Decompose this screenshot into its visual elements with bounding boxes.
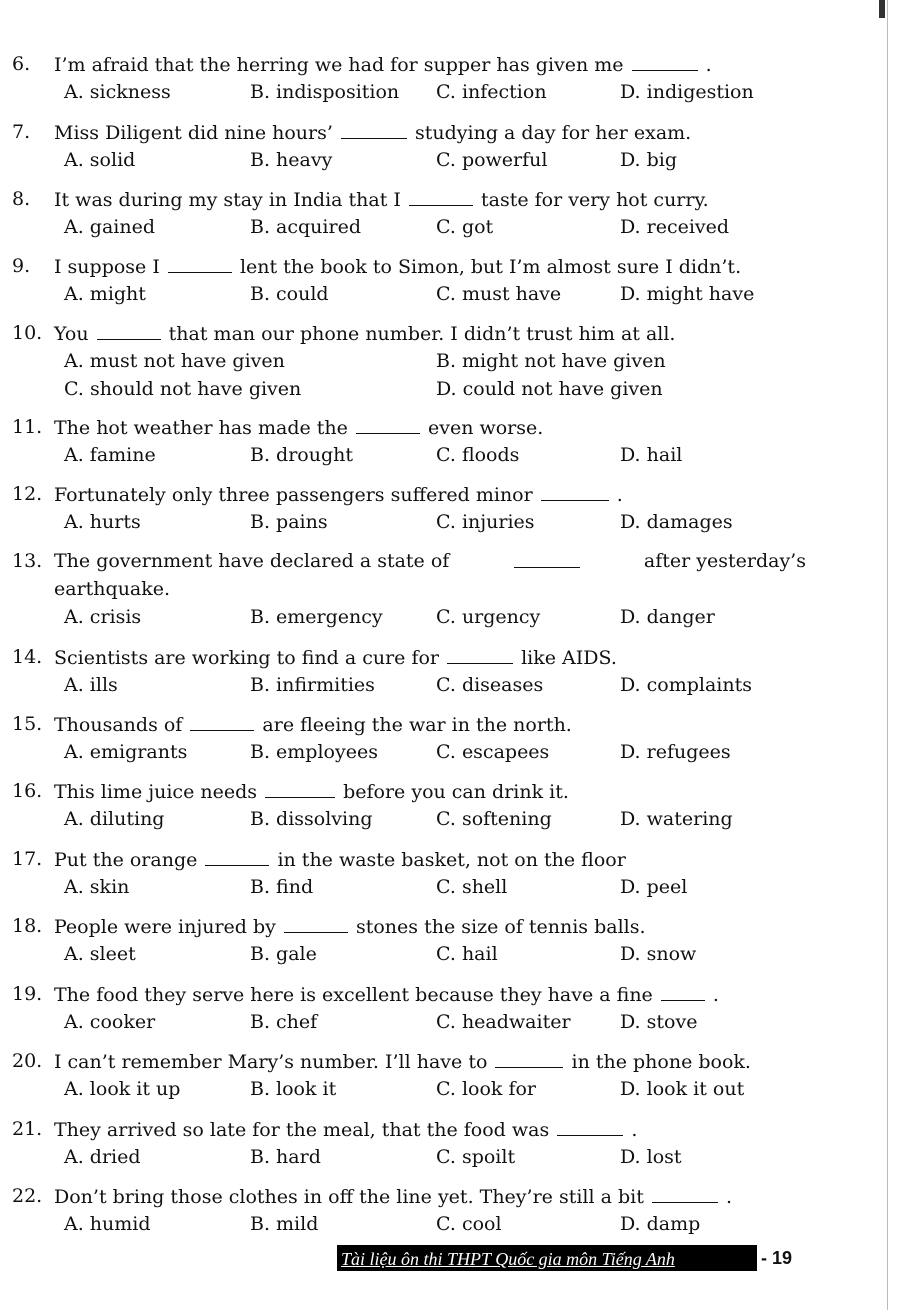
- question-item: [0, 547, 880, 631]
- question-number: 21.: [12, 1118, 43, 1140]
- question-item: [0, 319, 880, 403]
- answer-option[interactable]: C. got: [436, 216, 494, 238]
- question-stem-end: in the phone book.: [571, 1051, 751, 1073]
- options-row: [0, 78, 880, 106]
- answer-option[interactable]: B. might not have given: [436, 350, 666, 372]
- question-stem-end: in the waste basket, not on the floor: [277, 849, 626, 871]
- question-text: [54, 50, 880, 79]
- question-number: 17.: [12, 848, 43, 870]
- options-row: [0, 1008, 880, 1036]
- answer-option[interactable]: B. emergency: [250, 606, 383, 628]
- answer-option[interactable]: D. peel: [620, 876, 688, 898]
- question-number: 20.: [12, 1050, 43, 1072]
- question-stem: Thousands of: [54, 714, 183, 736]
- question-item: [0, 480, 880, 536]
- answer-blank: [632, 50, 698, 71]
- answer-blank: [495, 1047, 563, 1068]
- answer-option[interactable]: B. employees: [250, 741, 378, 763]
- options-row: [0, 873, 880, 901]
- question-stem-end: .: [631, 1119, 638, 1141]
- question-line: [0, 1047, 880, 1075]
- question-line: [0, 710, 880, 738]
- question-line: [0, 643, 880, 671]
- question-stem: I suppose I: [54, 256, 160, 278]
- question-item: [0, 710, 880, 766]
- options-row: [0, 805, 880, 833]
- question-number: 18.: [12, 915, 43, 937]
- answer-option[interactable]: C. hail: [436, 943, 498, 965]
- question-continuation: earthquake.: [54, 578, 171, 600]
- question-text: [54, 185, 880, 214]
- answer-option[interactable]: D. look it out: [620, 1078, 745, 1100]
- answer-blank: [284, 912, 348, 933]
- answer-option[interactable]: B. could: [250, 283, 329, 305]
- question-line: [0, 1115, 880, 1143]
- question-item: [0, 912, 880, 968]
- page-edge-mark: [879, 0, 885, 18]
- answer-option[interactable]: C. headwaiter: [436, 1011, 571, 1033]
- answer-blank: [557, 1115, 623, 1136]
- answer-blank: [97, 319, 161, 340]
- answer-option[interactable]: A. solid: [64, 149, 136, 171]
- question-text: [54, 1115, 880, 1144]
- question-text: [54, 1047, 880, 1076]
- question-line: [0, 912, 880, 940]
- question-line: [0, 480, 880, 508]
- answer-option[interactable]: A. sleet: [64, 943, 136, 965]
- question-item: [0, 1115, 880, 1171]
- answer-blank: [661, 980, 705, 1001]
- question-item: [0, 50, 880, 106]
- question-line: [0, 118, 880, 146]
- options-row: [0, 603, 880, 631]
- question-item: [0, 777, 880, 833]
- question-stem-end: that man our phone number. I didn’t trust him at all.: [168, 323, 676, 345]
- question-text: [54, 480, 880, 509]
- question-text: [54, 912, 880, 941]
- answer-option[interactable]: C. look for: [436, 1078, 537, 1100]
- question-text: [54, 1182, 880, 1211]
- answer-option[interactable]: D. could not have given: [436, 378, 663, 400]
- question-line: [0, 319, 880, 347]
- question-line: [0, 50, 880, 78]
- question-line: [0, 777, 880, 805]
- answer-option[interactable]: C. escapees: [436, 741, 550, 763]
- answer-option[interactable]: C. should not have given: [64, 378, 302, 400]
- question-number: 8.: [12, 188, 31, 210]
- answer-option[interactable]: C. injuries: [436, 511, 535, 533]
- question-stem: The food they serve here is excellent because they have a fine: [54, 984, 653, 1006]
- question-stem-end: even worse.: [427, 417, 544, 439]
- question-stem: It was during my stay in India that I: [54, 189, 401, 211]
- options-row: [0, 738, 880, 766]
- options-row: [0, 1210, 880, 1238]
- question-item: [0, 980, 880, 1036]
- answer-option[interactable]: A. must not have given: [64, 350, 285, 372]
- options-row: [0, 940, 880, 968]
- answer-blank: [265, 777, 335, 798]
- options-row: [0, 671, 880, 699]
- question-line: [0, 413, 880, 441]
- question-stem: They arrived so late for the meal, that the food was: [54, 1119, 550, 1141]
- page-edge-line: [887, 0, 888, 1310]
- question-stem-end: before you can drink it.: [343, 781, 569, 803]
- question-text: [54, 777, 880, 806]
- options-row: [0, 213, 880, 241]
- question-number: 22.: [12, 1185, 43, 1207]
- answer-option[interactable]: B. chef: [250, 1011, 318, 1033]
- question-stem: Put the orange: [54, 849, 198, 871]
- answer-blank: [514, 547, 580, 568]
- answer-option[interactable]: D. stove: [620, 1011, 698, 1033]
- options-row: [0, 441, 880, 469]
- page-footer: [337, 1243, 792, 1273]
- answer-option[interactable]: B. infirmities: [250, 674, 375, 696]
- answer-option[interactable]: D. received: [620, 216, 730, 238]
- answer-option[interactable]: D. refugees: [620, 741, 731, 763]
- question-stem-end: .: [705, 54, 712, 76]
- answer-option[interactable]: B. acquired: [250, 216, 361, 238]
- question-stem: People were injured by: [54, 916, 276, 938]
- question-line: [0, 980, 880, 1008]
- answer-option[interactable]: A. humid: [64, 1213, 151, 1235]
- answer-blank: [652, 1182, 718, 1203]
- question-stem-end: .: [725, 1186, 732, 1208]
- answer-blank: [447, 643, 513, 664]
- question-stem-end: stones the size of tennis balls.: [355, 916, 646, 938]
- answer-option[interactable]: B. mild: [250, 1213, 319, 1235]
- question-text: [54, 980, 880, 1009]
- question-line: [0, 845, 880, 873]
- answer-option[interactable]: A. gained: [64, 216, 156, 238]
- answer-option[interactable]: D. watering: [620, 808, 733, 830]
- question-text: [54, 118, 880, 147]
- question-stem-end: studying a day for her exam.: [415, 122, 692, 144]
- question-number: 12.: [12, 483, 43, 505]
- answer-option[interactable]: A. cooker: [64, 1011, 156, 1033]
- question-stem: Fortunately only three passengers suffered minor: [54, 484, 533, 506]
- question-continuation-line: [0, 575, 880, 603]
- question-stem-end: .: [712, 984, 719, 1006]
- question-item: [0, 185, 880, 241]
- answer-option[interactable]: A. look it up: [64, 1078, 181, 1100]
- options-row: [0, 347, 880, 375]
- question-number: 10.: [12, 322, 43, 344]
- question-stem: I’m afraid that the herring we had for supper has given me: [54, 54, 624, 76]
- answer-option[interactable]: B. hard: [250, 1146, 321, 1168]
- answer-option[interactable]: D. lost: [620, 1146, 682, 1168]
- question-text: [54, 845, 880, 874]
- question-stem: Don’t bring those clothes in off the line yet. They’re still a bit: [54, 1186, 644, 1208]
- question-text: [54, 319, 880, 348]
- question-stem-end: .: [616, 484, 623, 506]
- answer-option[interactable]: C. infection: [436, 81, 547, 103]
- answer-option[interactable]: A. sickness: [64, 81, 171, 103]
- answer-option[interactable]: C. urgency: [436, 606, 541, 628]
- answer-option[interactable]: B. dissolving: [250, 808, 373, 830]
- question-number: 15.: [12, 713, 43, 735]
- answer-option[interactable]: A. famine: [64, 444, 156, 466]
- answer-option[interactable]: C. diseases: [436, 674, 544, 696]
- answer-blank: [341, 118, 407, 139]
- answer-option[interactable]: B. indisposition: [250, 81, 400, 103]
- answer-option[interactable]: A. hurts: [64, 511, 141, 533]
- answer-option[interactable]: B. find: [250, 876, 314, 898]
- answer-option[interactable]: B. gale: [250, 943, 317, 965]
- answer-option[interactable]: A. emigrants: [64, 741, 188, 763]
- options-row: [0, 508, 880, 536]
- page-number: - 19: [761, 1247, 793, 1268]
- question-stem: Miss Diligent did nine hours’: [54, 122, 333, 144]
- answer-option[interactable]: A. skin: [64, 876, 130, 898]
- answer-option[interactable]: D. big: [620, 149, 678, 171]
- answer-option[interactable]: D. indigestion: [620, 81, 754, 103]
- question-number: 16.: [12, 780, 43, 802]
- question-line: [0, 185, 880, 213]
- options-row: [0, 280, 880, 308]
- answer-option[interactable]: B. look it: [250, 1078, 337, 1100]
- answer-option[interactable]: C. shell: [436, 876, 508, 898]
- question-line: [0, 252, 880, 280]
- answer-option[interactable]: D. damages: [620, 511, 733, 533]
- answer-option[interactable]: D. might have: [620, 283, 755, 305]
- question-item: [0, 1047, 880, 1103]
- options-row: [0, 146, 880, 174]
- question-item: [0, 845, 880, 901]
- answer-blank: [190, 710, 254, 731]
- answer-option[interactable]: A. ills: [64, 674, 118, 696]
- answer-option[interactable]: B. drought: [250, 444, 353, 466]
- question-number: 11.: [12, 416, 43, 438]
- answer-option[interactable]: D. complaints: [620, 674, 752, 696]
- question-text: [54, 252, 880, 281]
- question-stem: The hot weather has made the: [54, 417, 348, 439]
- question-line: [0, 547, 880, 575]
- answer-option[interactable]: D. danger: [620, 606, 715, 628]
- question-item: [0, 413, 880, 469]
- question-text: [54, 413, 880, 442]
- question-item: [0, 643, 880, 699]
- question-text: [54, 710, 880, 739]
- answer-option[interactable]: C. spoilt: [436, 1146, 516, 1168]
- question-item: [0, 1182, 880, 1238]
- answer-blank: [541, 480, 609, 501]
- answer-option[interactable]: C. powerful: [436, 149, 548, 171]
- answer-blank: [409, 185, 473, 206]
- question-stem: This lime juice needs: [54, 781, 257, 803]
- footer-banner: Tài liệu ôn thi THPT Quốc gia môn Tiếng Anh: [337, 1245, 757, 1271]
- answer-blank: [356, 413, 420, 434]
- question-stem: You: [54, 323, 89, 345]
- question-number: 9.: [12, 255, 31, 277]
- question-stem-end: lent the book to Simon, but I’m almost sure I didn’t.: [239, 256, 742, 278]
- question-item: [0, 252, 880, 308]
- question-stem: Scientists are working to find a cure for: [54, 647, 440, 669]
- answer-blank: [205, 845, 269, 866]
- options-row: [0, 375, 880, 403]
- answer-option[interactable]: C. cool: [436, 1213, 502, 1235]
- question-text: [54, 547, 806, 575]
- question-stem: I can’t remember Mary’s number. I’ll have to: [54, 1051, 488, 1073]
- question-number: 14.: [12, 646, 43, 668]
- question-stem-end: after yesterday’s: [643, 550, 806, 572]
- answer-option[interactable]: A. might: [64, 283, 146, 305]
- answer-option[interactable]: C. must have: [436, 283, 562, 305]
- answer-option[interactable]: D. snow: [620, 943, 697, 965]
- answer-option[interactable]: C. floods: [436, 444, 520, 466]
- answer-option[interactable]: C. softening: [436, 808, 552, 830]
- answer-option[interactable]: B. heavy: [250, 149, 333, 171]
- question-text: [54, 643, 880, 672]
- answer-option[interactable]: A. crisis: [64, 606, 142, 628]
- answer-option[interactable]: A. diluting: [64, 808, 165, 830]
- question-stem-end: are fleeing the war in the north.: [262, 714, 572, 736]
- question-stem-end: taste for very hot curry.: [481, 189, 709, 211]
- question-item: [0, 118, 880, 174]
- answer-option[interactable]: D. hail: [620, 444, 683, 466]
- answer-blank: [168, 252, 232, 273]
- answer-option[interactable]: D. damp: [620, 1213, 701, 1235]
- answer-option[interactable]: B. pains: [250, 511, 328, 533]
- answer-option[interactable]: A. dried: [64, 1146, 141, 1168]
- question-stem: The government have declared a state of: [54, 550, 450, 572]
- question-number: 6.: [12, 53, 31, 75]
- question-number: 13.: [12, 550, 43, 572]
- question-stem-end: like AIDS.: [521, 647, 617, 669]
- question-line: [0, 1182, 880, 1210]
- question-number: 7.: [12, 121, 31, 143]
- options-row: [0, 1143, 880, 1171]
- question-number: 19.: [12, 983, 43, 1005]
- options-row: [0, 1075, 880, 1103]
